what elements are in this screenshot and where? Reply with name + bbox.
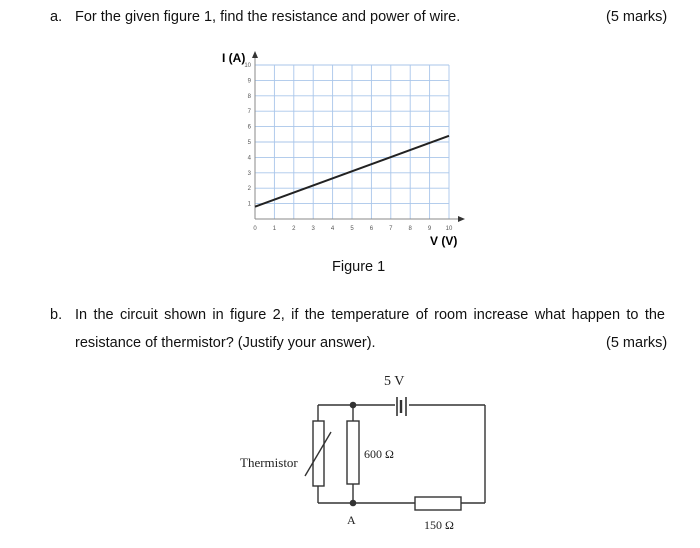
y-tick-label: 1 — [247, 201, 251, 208]
x-tick-label: 7 — [389, 226, 393, 232]
question-b-label: b. — [50, 307, 63, 323]
resistor-150-label: 150 Ω — [424, 518, 454, 532]
x-tick-label: 8 — [408, 226, 412, 232]
node-a-dot — [350, 500, 355, 505]
y-tick-label: 10 — [244, 63, 251, 69]
x-tick-label: 1 — [272, 226, 277, 232]
y-axis-label: I (A) — [222, 51, 246, 65]
question-a-marks: (5 marks) — [606, 9, 668, 25]
question-a-label: a. — [50, 9, 63, 25]
resistor-150-icon — [415, 497, 461, 510]
y-tick-label: 8 — [247, 93, 251, 100]
thermistor-icon — [305, 421, 331, 486]
thermistor-label: Thermistor — [240, 455, 298, 470]
node-a-label: A — [347, 513, 356, 527]
y-tick-label: 5 — [247, 140, 251, 146]
question-b-marks: (5 marks) — [606, 335, 668, 351]
question-b-text-line1: In the circuit shown in figure 2, if the temperature of room increase what happen to the — [75, 307, 665, 323]
question-a-text: For the given figure 1, find the resistance and power of wire. — [75, 9, 461, 25]
figure-1-caption: Figure 1 — [332, 259, 386, 275]
x-tick-label: 10 — [445, 226, 453, 232]
x-tick-label: 5 — [350, 226, 354, 232]
x-tick-label: 9 — [427, 226, 432, 232]
x-tick-label: 4 — [330, 226, 335, 232]
x-tick-labels — [253, 226, 453, 232]
x-axis-label: V (V) — [430, 234, 458, 248]
question-b-text-line2: resistance of thermistor? (Justify your answer). — [75, 335, 376, 351]
y-tick-label: 3 — [247, 170, 251, 177]
y-axis-arrow-icon — [252, 51, 258, 58]
x-tick-label: 2 — [292, 226, 296, 232]
x-tick-label: 3 — [311, 226, 315, 232]
battery-label: 5 V — [384, 374, 405, 389]
x-axis-arrow-icon — [458, 216, 465, 222]
resistor-600-label: 600 Ω — [364, 447, 394, 461]
y-tick-labels — [244, 63, 251, 208]
y-tick-label: 7 — [247, 109, 251, 116]
x-tick-label: 0 — [253, 226, 257, 232]
x-tick-label: 6 — [369, 226, 374, 232]
resistor-600-icon — [347, 421, 359, 484]
y-tick-label: 9 — [247, 78, 251, 85]
y-tick-label: 4 — [247, 155, 251, 162]
y-tick-label: 2 — [247, 186, 251, 193]
circuit-diagram — [0, 366, 700, 546]
battery-icon — [397, 397, 406, 416]
y-tick-label: 6 — [247, 124, 251, 131]
